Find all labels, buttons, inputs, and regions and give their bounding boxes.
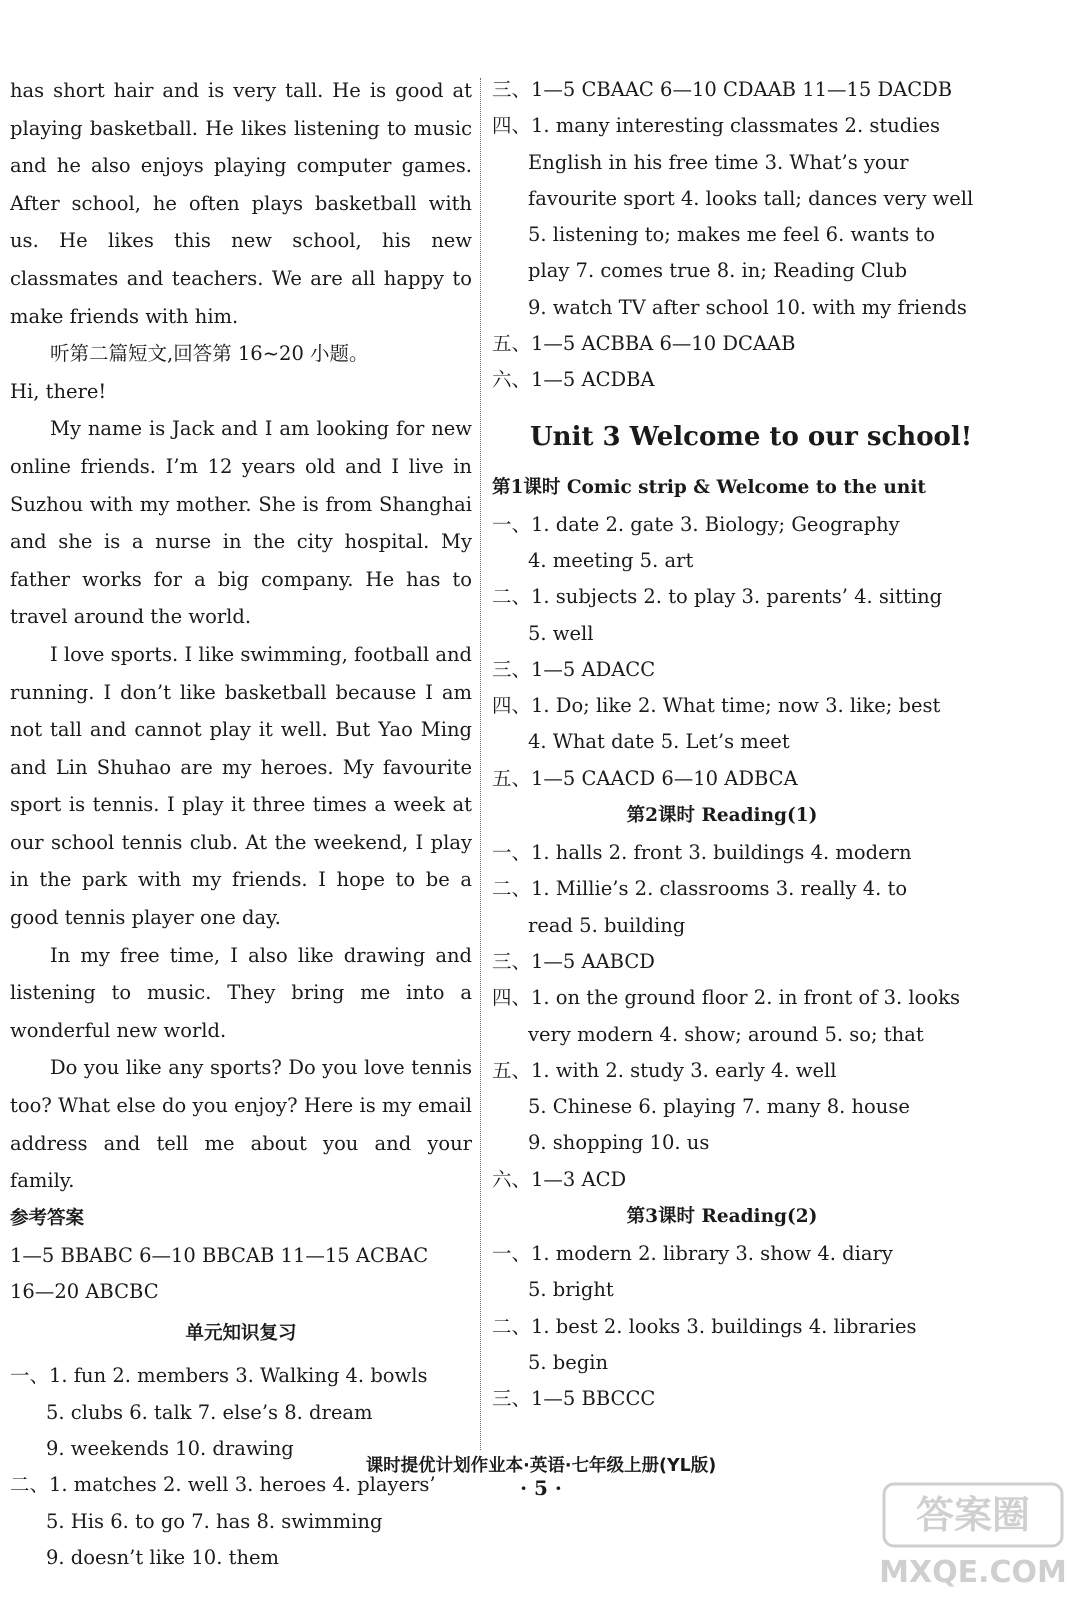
lesson2-heading: 第2课时 Reading(1) xyxy=(626,805,818,827)
unit-title: Unit 3 Welcome to our school! xyxy=(530,421,973,452)
paragraph: In my free time, I also like drawing and listening to music. They bring me into a wonderful new world. xyxy=(10,943,472,1042)
answer-line: 5. begin xyxy=(528,1350,609,1374)
answer-line: English in his free time 3. What’s your xyxy=(528,150,909,174)
answer-line: favourite sport 4. looks tall; dances very well xyxy=(528,186,974,210)
answer-line: 四、1. on the ground floor 2. in front of 3. looks xyxy=(492,986,960,1010)
answer-line: 9. shopping 10. us xyxy=(528,1131,710,1155)
right-column xyxy=(492,72,974,1418)
answer-line: read 5. building xyxy=(528,913,686,937)
answer-line: 三、1—5 ADACC xyxy=(492,657,656,681)
answer-line: 16—20 ABCBC xyxy=(10,1280,159,1304)
page-number: · 5 · xyxy=(520,1476,562,1500)
answer-line: 五、1—5 ACBBA 6—10 DCAAB xyxy=(492,332,796,356)
answer-line: 五、1—5 CAACD 6—10 ADBCA xyxy=(492,766,798,790)
greeting: Hi, there! xyxy=(10,379,107,403)
answer-line: 二、1. Millie’s 2. classrooms 3. really 4. to xyxy=(492,877,908,901)
answer-line: 1—5 BBABC 6—10 BBCAB 11—15 ACBAC xyxy=(10,1243,429,1267)
review-heading: 单元知识复习 xyxy=(185,1323,297,1345)
answer-line: 一、1. date 2. gate 3. Biology; Geography xyxy=(492,512,900,536)
svg-text:MXQE.COM: MXQE.COM xyxy=(879,1555,1067,1590)
answer-line: play 7. comes true 8. in; Reading Club xyxy=(528,259,908,283)
passage1-end: has short hair and is very tall. He is good at playing basketball. He likes listening to music and he also enjoys playing computer games. After school, he often plays basketball with us. He likes this new school, his new classmates and teachers. We are all happy to make friends with him. xyxy=(10,79,472,328)
review-line: 5. His 6. to go 7. has 8. swimming xyxy=(46,1509,383,1533)
answer-line: 5. Chinese 6. playing 7. many 8. house xyxy=(528,1095,910,1119)
paragraph: My name is Jack and I am looking for new online friends. I’m 12 years old and I live in Suzhou with my mother. She is from Shanghai and she is a nurse in the city hospital. My father works for a big company. He has to travel around the world. xyxy=(10,417,472,629)
answer-line: 4. What date 5. Let’s meet xyxy=(528,730,790,754)
answer-line: 三、1—5 BBCCC xyxy=(492,1387,656,1411)
footer-title: 课时提优计划作业本·英语·七年级上册(YL版) xyxy=(365,1456,717,1476)
answer-line: 一、1. modern 2. library 3. show 4. diary xyxy=(492,1242,893,1266)
lesson3-heading: 第3课时 Reading(2) xyxy=(626,1206,818,1228)
review-line: 5. clubs 6. talk 7. else’s 8. dream xyxy=(46,1400,373,1424)
answers-heading: 参考答案 xyxy=(10,1207,85,1229)
passage2-instruction: 听第二篇短文,回答第 16~20 小题。 xyxy=(50,342,369,366)
lesson1-heading: 第1课时 Comic strip & Welcome to the unit xyxy=(492,476,926,498)
answer-line: 5. well xyxy=(528,621,594,645)
answer-line: 9. watch TV after school 10. with my friends xyxy=(528,295,967,319)
answer-line: 六、1—3 ACD xyxy=(492,1167,627,1191)
answer-line: 二、1. subjects 2. to play 3. parents’ 4. sitting xyxy=(492,585,943,609)
answer-line: 5. bright xyxy=(528,1278,614,1302)
answer-line: 二、1. best 2. looks 3. buildings 4. libraries xyxy=(492,1314,917,1338)
answer-line: 一、1. halls 2. front 3. buildings 4. modern xyxy=(492,841,912,865)
answer-line: 四、1. Do; like 2. What time; now 3. like; best xyxy=(492,694,941,718)
answer-line: 五、1. with 2. study 3. early 4. well xyxy=(492,1058,837,1082)
answer-line: 5. listening to; makes me feel 6. wants to xyxy=(528,223,935,247)
watermark-logo xyxy=(878,1478,1068,1596)
answer-line: 三、1—5 AABCD xyxy=(492,949,655,973)
answer-line: 三、1—5 CBAAC 6—10 CDAAB 11—15 DACDB xyxy=(492,78,953,101)
answer-line: 四、1. many interesting classmates 2. studies xyxy=(492,114,941,138)
left-column xyxy=(10,72,472,1576)
answer-line: very modern 4. show; around 5. so; that xyxy=(528,1022,924,1046)
review-line: 9. doesn’t like 10. them xyxy=(46,1545,280,1569)
column-divider xyxy=(480,78,481,1450)
svg-text:答案圈: 答案圈 xyxy=(915,1493,1031,1537)
review-line: 一、1. fun 2. members 3. Walking 4. bowls xyxy=(10,1364,428,1388)
answer-line: 4. meeting 5. art xyxy=(528,548,694,572)
paragraph: I love sports. I like swimming, football and running. I don’t like basketball because I am not tall and cannot play it well. But Yao Ming and Lin Shuhao are my heroes. My favourite sport is tennis. I play it three times a week at our school tennis club. At the weekend, I play in the park with my friends. I hope to be a good tennis player one day. xyxy=(10,642,472,930)
answer-line: 六、1—5 ACDBA xyxy=(492,368,655,392)
paragraph: Do you like any sports? Do you love tennis too? What else do you enjoy? Here is my email address and tell me about you and your family. xyxy=(10,1056,472,1193)
review-line: 二、1. matches 2. well 3. heroes 4. players’ xyxy=(10,1473,436,1497)
review-line: 9. weekends 10. drawing xyxy=(46,1437,294,1460)
